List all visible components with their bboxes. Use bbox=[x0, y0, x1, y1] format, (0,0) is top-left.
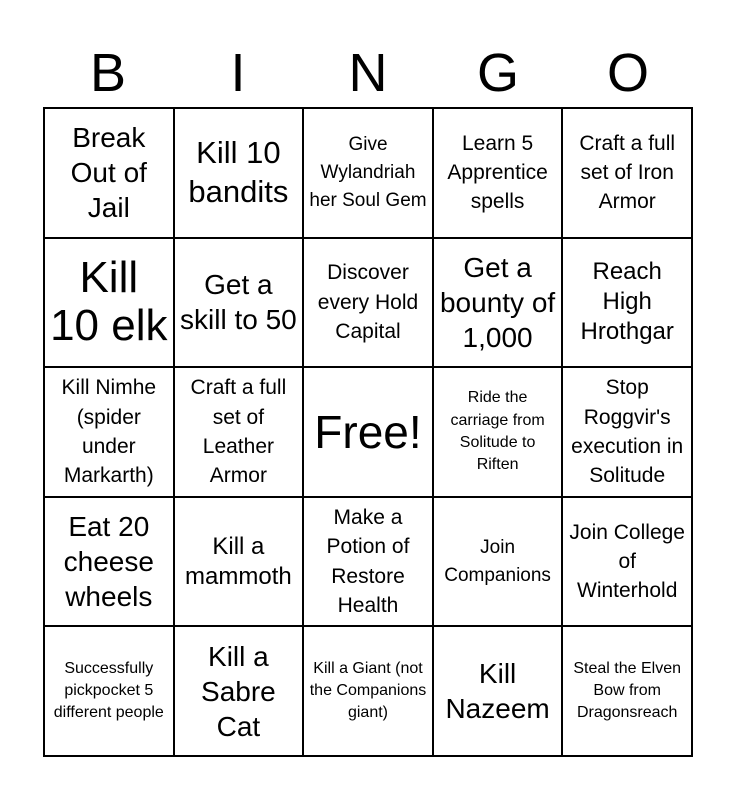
bingo-cell-r1-c5[interactable]: Craft a full set of Iron Armor bbox=[562, 108, 692, 238]
header-letter-i: I bbox=[230, 43, 246, 103]
bingo-cell-r5-c1[interactable]: Successfully pickpocket 5 different people bbox=[44, 626, 174, 756]
bingo-cell-r2-c5[interactable]: Reach High Hrothgar bbox=[562, 238, 692, 368]
bingo-cell-r1-c3[interactable]: Give Wylandriah her Soul Gem bbox=[303, 108, 433, 238]
bingo-cell-r2-c4[interactable]: Get a bounty of 1,000 bbox=[433, 238, 563, 368]
header-letter-b: B bbox=[89, 43, 127, 103]
bingo-cell-free[interactable]: Free! bbox=[303, 367, 433, 497]
header-letter-g: G bbox=[476, 43, 519, 103]
bingo-cell-r1-c1[interactable]: Break Out of Jail bbox=[44, 108, 174, 238]
bingo-cell-r5-c5[interactable]: Steal the Elven Bow from Dragonsreach bbox=[562, 626, 692, 756]
bingo-cell-r2-c3[interactable]: Discover every Hold Capital bbox=[303, 238, 433, 368]
bingo-cell-r1-c2[interactable]: Kill 10 bandits bbox=[174, 108, 304, 238]
bingo-cell-r5-c4[interactable]: Kill Nazeem bbox=[433, 626, 563, 756]
bingo-cell-r5-c3[interactable]: Kill a Giant (not the Companions giant) bbox=[303, 626, 433, 756]
header-letter-o: O bbox=[606, 43, 649, 103]
bingo-cell-r2-c2[interactable]: Get a skill to 50 bbox=[174, 238, 304, 368]
bingo-header bbox=[43, 40, 693, 106]
bingo-cell-r3-c1[interactable]: Kill Nimhe (spider under Markarth) bbox=[44, 367, 174, 497]
bingo-cell-r4-c1[interactable]: Eat 20 cheese wheels bbox=[44, 497, 174, 627]
bingo-cell-r4-c3[interactable]: Make a Potion of Restore Health bbox=[303, 497, 433, 627]
bingo-cell-r5-c2[interactable]: Kill a Sabre Cat bbox=[174, 626, 304, 756]
bingo-cell-r4-c4[interactable]: Join Companions bbox=[433, 497, 563, 627]
bingo-cell-r3-c2[interactable]: Craft a full set of Leather Armor bbox=[174, 367, 304, 497]
bingo-cell-r3-c4[interactable]: Ride the carriage from Solitude to Riften bbox=[433, 367, 563, 497]
bingo-cell-r4-c2[interactable]: Kill a mammoth bbox=[174, 497, 304, 627]
bingo-cell-r3-c5[interactable]: Stop Roggvir's execution in Solitude bbox=[562, 367, 692, 497]
bingo-cell-r1-c4[interactable]: Learn 5 Apprentice spells bbox=[433, 108, 563, 238]
bingo-cell-r2-c1[interactable]: Kill 10 elk bbox=[44, 238, 174, 368]
header-letter-n: N bbox=[348, 43, 388, 103]
bingo-board bbox=[43, 107, 693, 757]
bingo-cell-r4-c5[interactable]: Join College of Winterhold bbox=[562, 497, 692, 627]
